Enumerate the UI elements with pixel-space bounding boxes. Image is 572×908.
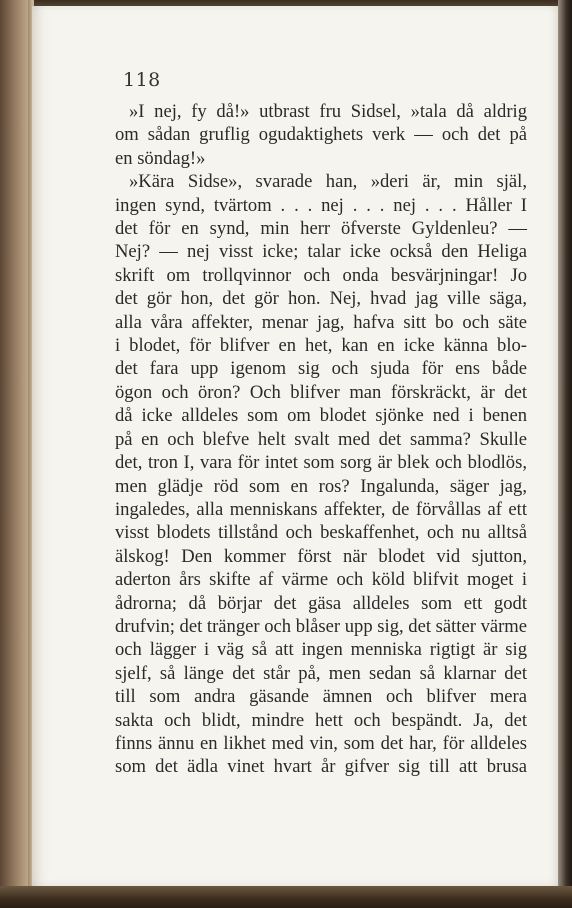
text-line: det för en synd, min herr öfverste Gyldenleu? —	[115, 218, 527, 240]
text-line: sjelf, så länge det står på, men sedan så klarnar det	[115, 662, 527, 684]
page-number: 118	[123, 69, 161, 91]
text-line: en söndag!»	[115, 147, 206, 169]
book-page	[32, 6, 558, 886]
text-line: då icke alldeles som om blodet sjönke ned i benen	[115, 405, 527, 427]
text-line: om sådan gruflig ogudaktighets verk — och det på	[115, 124, 527, 146]
text-line: på en och blefve helt svalt med det samma? Skulle	[115, 428, 527, 450]
text-line: »Kära Sidse», svarade han, »deri är, min själ,	[129, 171, 527, 193]
text-line: ögon och öron? Och blifver man förskräckt, är det	[115, 381, 527, 403]
text-line: ingaledes, alla menniskans affekter, de förvållas af ett	[115, 498, 527, 520]
text-line: finns ännu en likhet med vin, som det har, för alldeles	[115, 732, 527, 754]
book-spine	[0, 0, 34, 908]
text-line: älskog! Den kommer först när blodet vid sjutton,	[115, 545, 527, 567]
text-line: det gör hon, det gör hon. Nej, hvad jag ville säga,	[115, 288, 527, 310]
page-right-edge	[558, 0, 572, 908]
text-line: Nej? — nej visst icke; talar icke också den Heliga	[115, 241, 527, 263]
text-line: visst blodets tillstånd och beskaffenhet, och nu alltså	[115, 522, 527, 544]
text-line: »I nej, fy då!» utbrast fru Sidsel, »tala då aldrig	[129, 101, 527, 122]
text-line: skrift om trollqvinnor och onda besvärjningar! Jo	[115, 264, 527, 286]
text-line: det, tron I, vara för intet som sorg är blek och blodlös,	[115, 452, 527, 474]
text-line: i blodet, för blifver en het, kan en icke känna blo-	[115, 335, 527, 357]
text-line: aderton års skifte af värme och köld blifvit moget i	[115, 569, 527, 591]
text-line: sakta och blidt, mindre hett och bespändt. Ja, det	[115, 709, 527, 731]
bottom-edge	[0, 886, 572, 908]
text-line: ingen synd, tvärtom . . . nej . . . nej . . . Håller I	[115, 194, 527, 216]
text-line: ådrorna; då börjar det gäsa alldeles som ett godt	[115, 592, 527, 614]
body-text	[115, 100, 527, 779]
text-line: till som andra gäsande ämnen och blifver mera	[115, 686, 527, 708]
text-line: alla våra affekter, menar jag, hafva sitt bo och säte	[115, 311, 527, 333]
text-line: och lägger i väg så att ingen menniska rigtigt är sig	[115, 639, 527, 661]
text-line: drufvin; det tränger och blåser upp sig, det sätter värme	[115, 615, 528, 637]
text-line: det fara upp igenom sig och sjuda för ens både	[115, 358, 527, 380]
text-line: men glädje röd som en ros? Ingalunda, säger jag,	[115, 475, 527, 497]
text-line: som det ädla vinet hvart år gifver sig till att brusa	[115, 756, 527, 778]
